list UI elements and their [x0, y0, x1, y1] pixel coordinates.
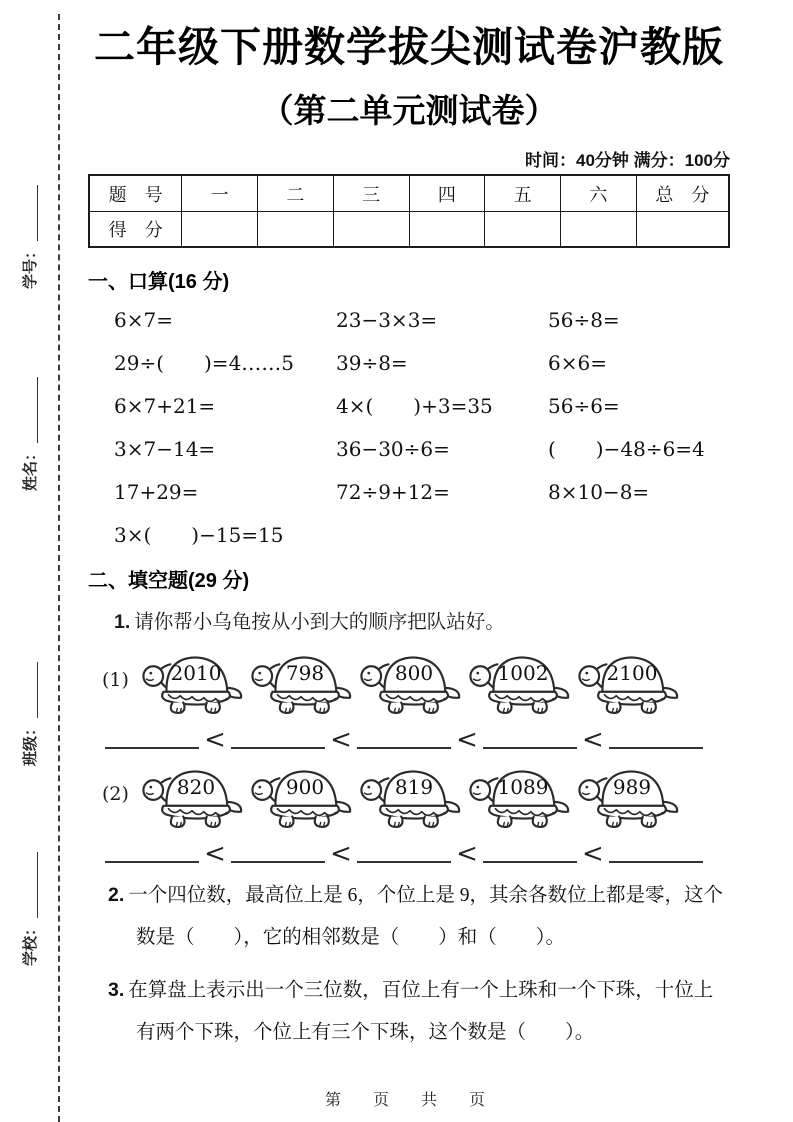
score-cell: [333, 211, 409, 247]
question-3: [88, 969, 730, 1054]
page-footer: 第 页 共 页: [324, 1092, 493, 1109]
turtle-figure: [467, 642, 573, 718]
turtle-number: 1089: [497, 775, 549, 800]
turtle-row-2: [88, 756, 730, 832]
question-1-number: 1.: [114, 611, 131, 634]
turtle-number: 2010: [170, 661, 222, 686]
oral-problems-grid: [88, 308, 730, 547]
less-than-symbol: <: [456, 839, 478, 870]
problem-cell: 39÷8=: [336, 351, 408, 376]
score-table-score-row: [89, 211, 729, 247]
header-cell-question-number: 题 号: [89, 175, 182, 211]
problem-cell: 29÷( )=4……5: [114, 351, 295, 376]
row-1-label: (1): [102, 669, 129, 692]
score-table: [88, 174, 730, 248]
student-id-label: 学号：: [22, 243, 39, 289]
problem-cell: 3×( )−15=15: [114, 523, 284, 548]
turtle-number: 800: [394, 661, 434, 686]
turtle-figure: [140, 642, 246, 718]
section-2-heading: 二、填空题(29 分): [88, 570, 250, 593]
turtle-row-1: [88, 642, 730, 718]
section-1-heading: 一、口算(16 分): [88, 271, 230, 294]
question-1: [88, 607, 730, 638]
question-2: [88, 874, 730, 959]
question-2-number: 2.: [108, 884, 125, 907]
problem-cell: ( )−48÷6=4: [548, 437, 705, 462]
less-than-symbol: <: [330, 839, 352, 870]
page-subtitle: （第二单元测试卷）: [260, 92, 558, 130]
turtle-figure: [358, 756, 464, 832]
score-cell: [409, 211, 485, 247]
score-cell: [258, 211, 334, 247]
less-than-symbol: <: [456, 725, 478, 756]
question-2-text: 一个四位数，最高位上是 6，个位上是 9，其余各数位上都是零，这个数是（ ），它的相邻数是（ ）和（ ）。: [128, 885, 724, 949]
turtle-figure: [467, 756, 573, 832]
problem-cell: [548, 523, 730, 547]
margin-field-name: [19, 371, 41, 491]
paper-content: [88, 22, 730, 1054]
question-3-number: 3.: [108, 979, 125, 1002]
score-cell: [560, 211, 636, 247]
problem-cell: 6×6=: [548, 351, 607, 376]
margin-field-student-id: [19, 169, 41, 289]
school-label: 学校：: [22, 920, 39, 966]
less-than-symbol: <: [204, 839, 226, 870]
header-cell-1: 一: [182, 175, 258, 211]
problem-cell: 3×7−14=: [114, 437, 216, 462]
answer-blank: [609, 861, 703, 863]
header-cell-5: 五: [485, 175, 561, 211]
problem-cell: 56÷8=: [548, 308, 620, 333]
turtle-figure: [249, 756, 355, 832]
row-2-label: (2): [102, 783, 129, 806]
page-title: 二年级下册数学拔尖测试卷沪教版: [94, 24, 724, 70]
question-1-text: 请你帮小乌龟按从小到大的顺序把队站好。: [134, 612, 505, 634]
less-than-symbol: <: [582, 839, 604, 870]
answer-blank: [231, 747, 325, 749]
less-than-symbol: <: [330, 725, 352, 756]
turtle-figure: [576, 756, 682, 832]
turtle-number: 989: [612, 775, 652, 800]
answer-blank: [357, 861, 451, 863]
score-cell: [485, 211, 561, 247]
less-than-symbol: <: [204, 725, 226, 756]
problem-cell: 36−30÷6=: [336, 437, 450, 462]
turtle-number: 820: [176, 775, 216, 800]
turtle-number: 2100: [606, 661, 658, 686]
answer-blank: [105, 747, 199, 749]
problem-cell: 23−3×3=: [336, 308, 438, 333]
turtle-figure: [358, 642, 464, 718]
name-label: 姓名：: [22, 445, 39, 491]
binding-dashed-line: [58, 14, 60, 1122]
header-cell-2: 二: [258, 175, 334, 211]
answer-blank: [483, 747, 577, 749]
margin-field-school: [19, 846, 41, 966]
problem-cell: 6×7+21=: [114, 394, 216, 419]
problem-cell: 8×10−8=: [548, 480, 650, 505]
student-id-blank-line: [37, 185, 38, 241]
answer-blank: [483, 861, 577, 863]
header-cell-total: 总 分: [636, 175, 729, 211]
turtle-figure: [576, 642, 682, 718]
problem-cell: [336, 523, 548, 547]
answer-blank: [105, 861, 199, 863]
score-cell: [182, 211, 258, 247]
answer-blank: [231, 861, 325, 863]
margin-field-class: [19, 646, 41, 766]
class-label: 班级：: [22, 720, 39, 766]
class-blank-line: [37, 662, 38, 718]
turtle-number: 798: [285, 661, 325, 686]
problem-cell: 4×( )+3=35: [336, 394, 493, 419]
turtle-number: 819: [394, 775, 434, 800]
header-cell-6: 六: [560, 175, 636, 211]
turtle-figure: [140, 756, 246, 832]
score-row-label: 得 分: [89, 211, 182, 247]
less-than-symbol: <: [582, 725, 604, 756]
answer-blank: [357, 747, 451, 749]
problem-cell: 56÷6=: [548, 394, 620, 419]
problem-cell: 17+29=: [114, 480, 199, 505]
header-cell-4: 四: [409, 175, 485, 211]
header-cell-3: 三: [333, 175, 409, 211]
score-cell: [636, 211, 729, 247]
turtle-number: 1002: [497, 661, 549, 686]
problem-cell: 72÷9+12=: [336, 480, 450, 505]
turtle-figure: [249, 642, 355, 718]
problem-cell: 6×7=: [114, 308, 173, 333]
school-blank-line: [37, 852, 38, 918]
time-score-info: 时间：40分钟 满分：100分: [525, 151, 730, 171]
turtle-number: 900: [285, 775, 325, 800]
name-blank-line: [37, 377, 38, 443]
compare-blanks-row-1: [104, 720, 704, 756]
answer-blank: [609, 747, 703, 749]
question-3-text: 在算盘上表示出一个三位数，百位上有一个上珠和一个下珠，十位上有两个下珠，个位上有三个下珠，这个数是（ ）。: [128, 980, 714, 1044]
score-table-header-row: [89, 175, 729, 211]
compare-blanks-row-2: [104, 834, 704, 870]
